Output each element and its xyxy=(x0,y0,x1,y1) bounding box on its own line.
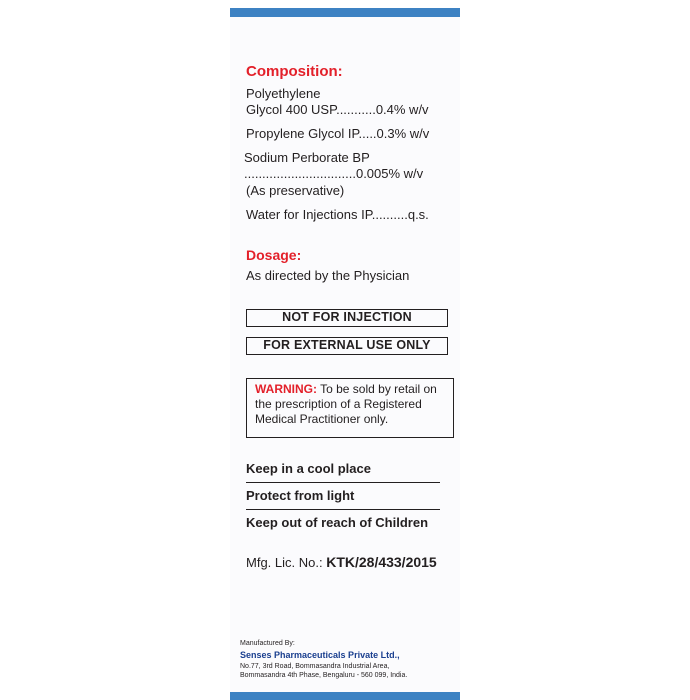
license-line xyxy=(246,554,437,570)
storage-cool: Keep in a cool place xyxy=(246,461,440,483)
warning-text: To be sold by retail on the prescription of a Registered Medical Practitioner only. xyxy=(255,382,437,426)
bottom-accent-bar xyxy=(230,692,460,700)
storage-light: Protect from light xyxy=(246,488,440,510)
composition-line-1: Polyethylene xyxy=(246,86,321,101)
composition-line-3: Propylene Glycol IP.....0.3% w/v xyxy=(246,126,430,141)
manufactured-by-label: Manufactured By: xyxy=(240,640,295,647)
dosage-text: As directed by the Physician xyxy=(246,268,410,283)
top-accent-bar xyxy=(230,8,460,17)
warning-label: WARNING: xyxy=(255,382,317,396)
composition-line-6: (As preservative) xyxy=(246,183,345,198)
license-number: KTK/28/433/2015 xyxy=(326,554,437,570)
company-name: Senses Pharmaceuticals Private Ltd., xyxy=(240,650,400,660)
composition-line-5: ...............................0.005% w/v xyxy=(244,166,424,181)
composition-heading: Composition: xyxy=(246,63,343,80)
dosage-heading: Dosage: xyxy=(246,247,302,263)
warning-box xyxy=(246,378,454,438)
address-line-2: Bommasandra 4th Phase, Bengaluru - 560 099, India. xyxy=(240,672,408,679)
not-for-injection-box: NOT FOR INJECTION xyxy=(246,309,448,327)
license-label: Mfg. Lic. No.: xyxy=(246,555,327,570)
external-use-box: FOR EXTERNAL USE ONLY xyxy=(246,337,448,355)
address-line-1: No.77, 3rd Road, Bommasandra Industrial Area, xyxy=(240,663,390,670)
composition-line-4: Sodium Perborate BP xyxy=(244,150,370,165)
storage-children: Keep out of reach of Children xyxy=(246,515,429,530)
composition-line-7: Water for Injections IP..........q.s. xyxy=(246,207,429,222)
composition-line-2: Glycol 400 USP...........0.4% w/v xyxy=(246,102,429,117)
